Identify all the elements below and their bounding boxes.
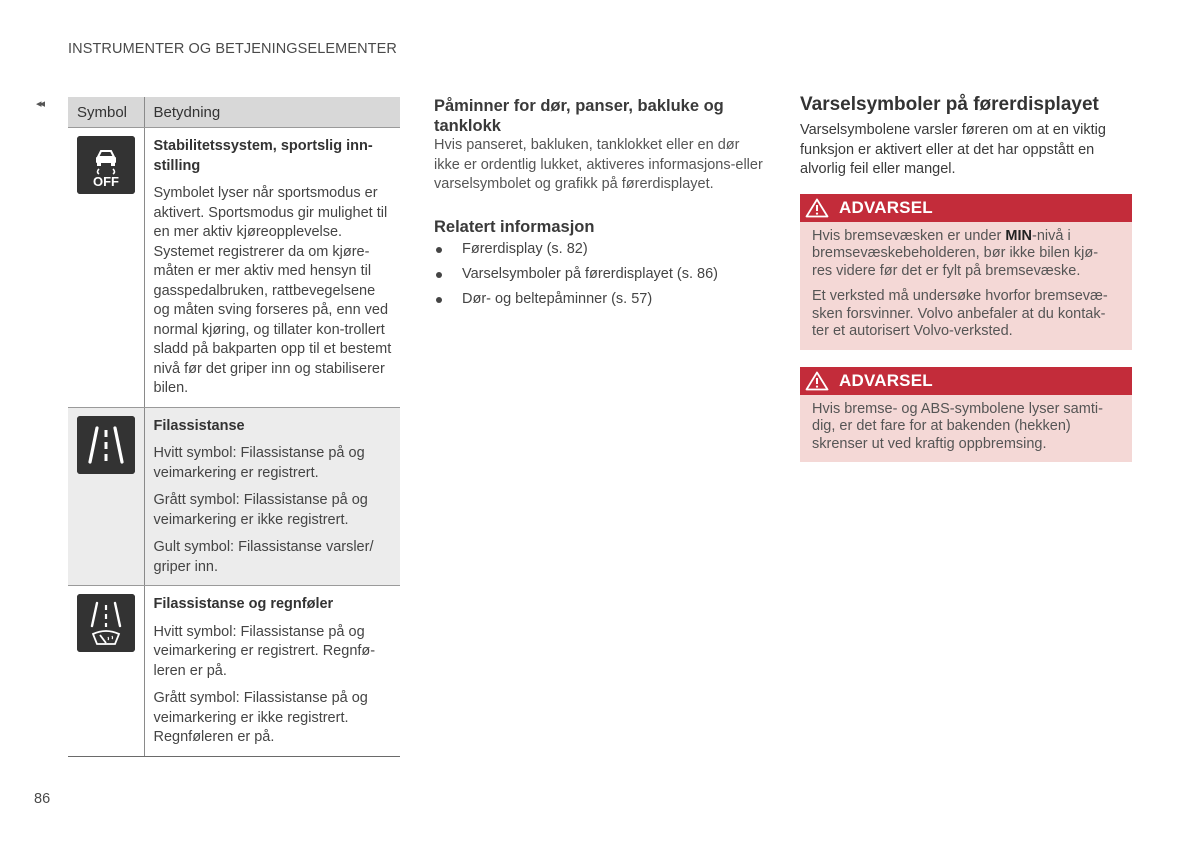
row-text: Hvitt symbol: Filassistanse på og veimarkering er registrert. Regnfø-leren er på. bbox=[153, 623, 376, 679]
related-link-door-belt-reminder[interactable]: Dør- og beltepåminner (s. 57) bbox=[434, 287, 764, 312]
warning-body bbox=[800, 222, 1132, 350]
table-row bbox=[68, 128, 400, 408]
column-header-meaning: Betydning bbox=[144, 97, 400, 128]
row-text: Grått symbol: Filassistanse på og veimarkering er ikke registrert. Regnføleren er på. bbox=[153, 690, 368, 745]
warning-text: Hvis bremse- og ABS-symbolene lyser samti-dig, er det fare for at bakenden (hekken) skrenser ut ved kraftig oppbremsing. bbox=[812, 400, 1103, 452]
related-link-warning-symbols[interactable]: Varselsymboler på førerdisplayet (s. 86) bbox=[434, 262, 764, 287]
warning-title: ADVARSEL bbox=[839, 370, 933, 390]
lane-assist-rain-sensor-icon bbox=[77, 594, 135, 652]
related-link-driver-display[interactable]: Førerdisplay (s. 82) bbox=[434, 237, 764, 262]
warning-section-intro: Varselsymbolene varsler føreren om at en viktig funksjon er aktivert eller at det har oppstått en alvorlig feil eller mangel. bbox=[800, 122, 1106, 177]
row-text: Symbolet lyser når sportsmodus er aktivert. Sportsmodus gir mulighet til en mer aktiv kjøreopplevelse. Systemet registrerer da om kjøre-måten er mer aktiv med hensyn til gasspedalbruken, rattbevegelsene og måten sving forseres på, enn ved normal kjøring, og tillater kon-trollert sladd på bakparten opp til et bestemt nivå før det griper inn og stabiliserer bilen. bbox=[153, 185, 392, 396]
warning-text: Hvis bremsevæsken er under MIN-nivå i bremsevæskebeholderen, bør ikke bilen kjø-res videre før det er fylt på bremsevæske. bbox=[812, 227, 1099, 279]
related-links-list bbox=[434, 237, 764, 312]
warning-body bbox=[800, 395, 1132, 463]
page-number: 86 bbox=[34, 791, 51, 807]
row-title: Filassistanse og regnføler bbox=[153, 596, 334, 612]
row-text: Grått symbol: Filassistanse på og veimarkering er ikke registrert. bbox=[153, 492, 368, 528]
symbol-cell bbox=[68, 128, 144, 408]
warning-symbols-section bbox=[800, 94, 1132, 462]
min-level-label: MIN bbox=[1005, 227, 1033, 244]
warning-triangle-icon bbox=[805, 198, 829, 218]
table-header-row bbox=[68, 97, 400, 128]
warning-box bbox=[800, 194, 1132, 350]
lane-assist-icon bbox=[77, 416, 135, 474]
reminder-text: Hvis panseret, bakluken, tanklokket eller en dør ikke er ordentlig lukket, aktiveres informasjons-eller varselsymbolet og grafikk på førerdisplayet. bbox=[434, 137, 763, 192]
warning-triangle-icon bbox=[805, 371, 829, 391]
stability-sport-off-icon bbox=[77, 136, 135, 194]
row-title: Stabilitetssystem, sportslig inn-stilling bbox=[153, 138, 373, 174]
warning-box bbox=[800, 367, 1132, 463]
warning-section-title: Varselsymboler på førerdisplayet bbox=[800, 94, 1099, 115]
warning-title: ADVARSEL bbox=[839, 197, 933, 217]
symbol-cell bbox=[68, 586, 144, 757]
reminder-title: Påminner for dør, panser, bakluke og tanklokk bbox=[434, 97, 724, 135]
row-text: Gult symbol: Filassistanse varsler/ griper inn. bbox=[153, 539, 374, 575]
back-navigation-icon[interactable]: ◂◂ bbox=[36, 98, 44, 110]
table-row bbox=[68, 407, 400, 586]
column-header-symbol: Symbol bbox=[68, 97, 144, 128]
symbol-cell bbox=[68, 407, 144, 586]
symbol-table bbox=[68, 97, 400, 757]
meaning-cell bbox=[144, 407, 400, 586]
warning-text: Et verksted må undersøke hvorfor bremsevæ-sken forsvinner. Volvo anbefaler at du kontak-ter et autorisert Volvo-verksted. bbox=[812, 288, 1108, 339]
warning-header bbox=[800, 194, 1132, 222]
reminder-section bbox=[434, 96, 764, 312]
icon-off-label: OFF bbox=[93, 174, 119, 189]
table-row bbox=[68, 586, 400, 757]
meaning-cell bbox=[144, 586, 400, 757]
meaning-cell bbox=[144, 128, 400, 408]
related-info-title: Relatert informasjon bbox=[434, 217, 595, 236]
row-title: Filassistanse bbox=[153, 417, 245, 434]
row-text: Hvitt symbol: Filassistanse på og veimarkering er registrert. bbox=[153, 445, 365, 481]
warning-header bbox=[800, 367, 1132, 395]
section-header: INSTRUMENTER OG BETJENINGSELEMENTER bbox=[68, 41, 397, 57]
